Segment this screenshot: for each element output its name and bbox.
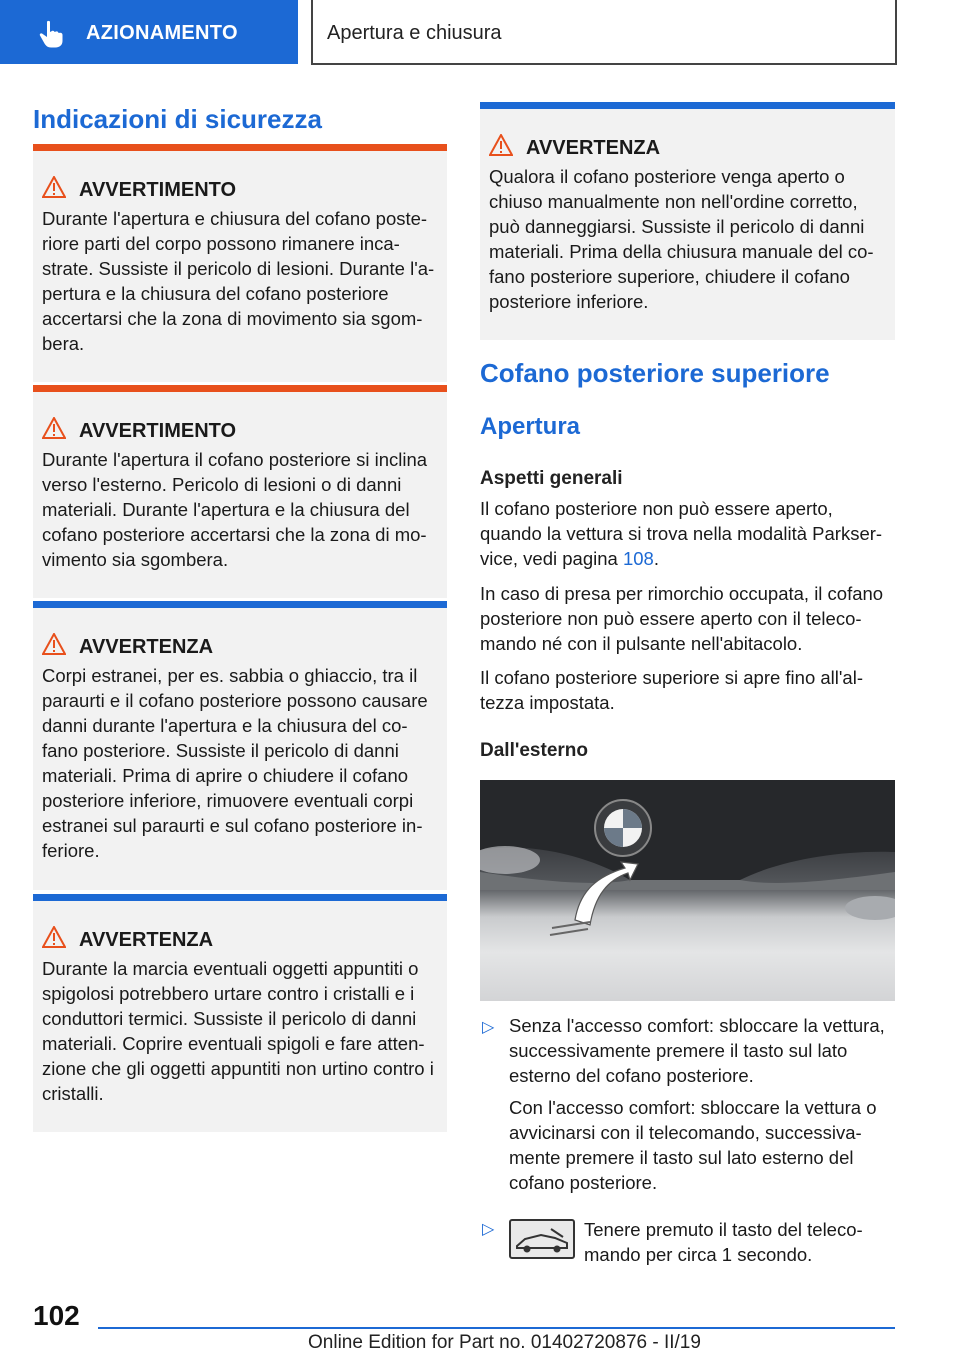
page-title: Indicazioni di sicurezza: [33, 104, 322, 134]
notice-title: AVVERTIMENTO: [79, 179, 237, 201]
notice-text: Qualora il cofano posteriore venga aperto o chiuso manualmente non nell'ordine corretto, può danneggiarsi. Sussiste il pericolo di danni materiali. Prima della chiusura manuale del co‐fano posteriore superiore, chiudere il cofano posteriore inferiore.: [489, 166, 874, 312]
bullet-marker: ▷: [482, 1221, 495, 1238]
page-number: 102: [33, 1300, 80, 1331]
step-text: Senza l'accesso comfort: sbloccare la vettura, successivamente premere il tasto sul lato esterno del cofano posteriore.: [509, 1015, 885, 1086]
notice-text: Corpi estranei, per es. sabbia o ghiaccio, tra il paraurti e il cofano posteriore possono causare danni durante l'apertura e la chiusura del co‐fano posteriore. Sussiste il pericolo di danni materiali. Prima di aprire o chiudere il cofano posteriore inferiore, rimuovere eventuali corpi estranei sul paraurti e sul cofano posteriore in‐feriore.: [42, 665, 428, 861]
notice-title: AVVERTIMENTO: [79, 420, 237, 442]
warning-triangle-icon: [42, 417, 66, 439]
tailgate-photo: [480, 780, 895, 1001]
outside-heading: Dall'esterno: [480, 740, 588, 761]
tailgate-illustration: [480, 780, 895, 1001]
warning-box: [33, 385, 447, 598]
notice-text: Durante l'apertura il cofano posteriore si inclina verso l'esterno. Pericolo di lesioni o di danni materiali. Durante l'apertura e la chiusura del cofano posteriore accertarsi che la zona di mo‐vimento sia sgombera.: [42, 449, 428, 570]
page-link[interactable]: 108: [622, 548, 654, 569]
tailgate-key-icon: [509, 1219, 575, 1259]
chapter-header: [311, 0, 897, 65]
warning-triangle-icon: [489, 134, 513, 156]
paragraph-trailer: In caso di presa per rimorchio occupata, il cofano posteriore non può essere aperto con il teleco‐mando né con il pulsante nell'abitacolo.: [480, 583, 884, 654]
step-text: Con l'accesso comfort: sbloccare la vettura o avvicinarsi con il telecomando, successiva‐mente premere il tasto sul lato esterno del cofano posteriore.: [509, 1097, 877, 1193]
paragraph-height: Il cofano posteriore superiore si apre fino all'al‐tezza impostata.: [480, 667, 863, 713]
bullet-marker: ▷: [482, 1019, 495, 1036]
caution-box: [480, 102, 895, 340]
warning-triangle-icon: [42, 176, 66, 198]
notice-text: Durante l'apertura e chiusura del cofano poste‐riore parti del corpo possono rimanere inca‐strate. Sussiste il pericolo di lesioni. Durante l'a‐pertura e la chiusura del cofano posteriore accertarsi che la zona di movimento sia sgom‐bera.: [42, 208, 435, 354]
caution-box: [33, 894, 447, 1132]
car-rear-icon: [511, 1221, 573, 1257]
pointing-hand-icon: [38, 20, 64, 48]
chapter-title: Apertura e chiusura: [327, 22, 502, 44]
subsection-heading: Apertura: [480, 413, 581, 440]
step-text: Tenere premuto il tasto del teleco‐mando per circa 1 secondo.: [584, 1219, 863, 1265]
notice-text: Durante la marcia eventuali oggetti appuntiti o spigolosi potrebbero urtare contro i cristalli e i conduttori termici. Sussiste il pericolo di danni materiali. Coprire eventuali spigoli e fare atten‐zione che gli oggetti appuntiti non urtino contro i cristalli.: [42, 958, 434, 1104]
section-tab[interactable]: [0, 0, 298, 64]
notice-title: AVVERTENZA: [79, 636, 214, 658]
section-heading: Cofano posteriore superiore: [480, 358, 830, 388]
notice-title: AVVERTENZA: [79, 929, 214, 951]
general-heading: Aspetti generali: [480, 468, 623, 489]
paragraph-parkservice: Il cofano posteriore non può essere aperto, quando la vettura si trova nella modalità Parkser‐vice, vedi pagina 108.: [480, 498, 883, 569]
caution-box: [33, 601, 447, 890]
section-title: AZIONAMENTO: [86, 22, 238, 44]
notice-title: AVVERTENZA: [526, 137, 661, 159]
warning-triangle-icon: [42, 633, 66, 655]
warning-box: [33, 144, 447, 382]
footer-divider: [98, 1327, 895, 1329]
bmw-logo-icon: [595, 800, 651, 856]
warning-triangle-icon: [42, 926, 66, 948]
edition-text: Online Edition for Part no. 01402720876 - II/19: [308, 1332, 701, 1353]
